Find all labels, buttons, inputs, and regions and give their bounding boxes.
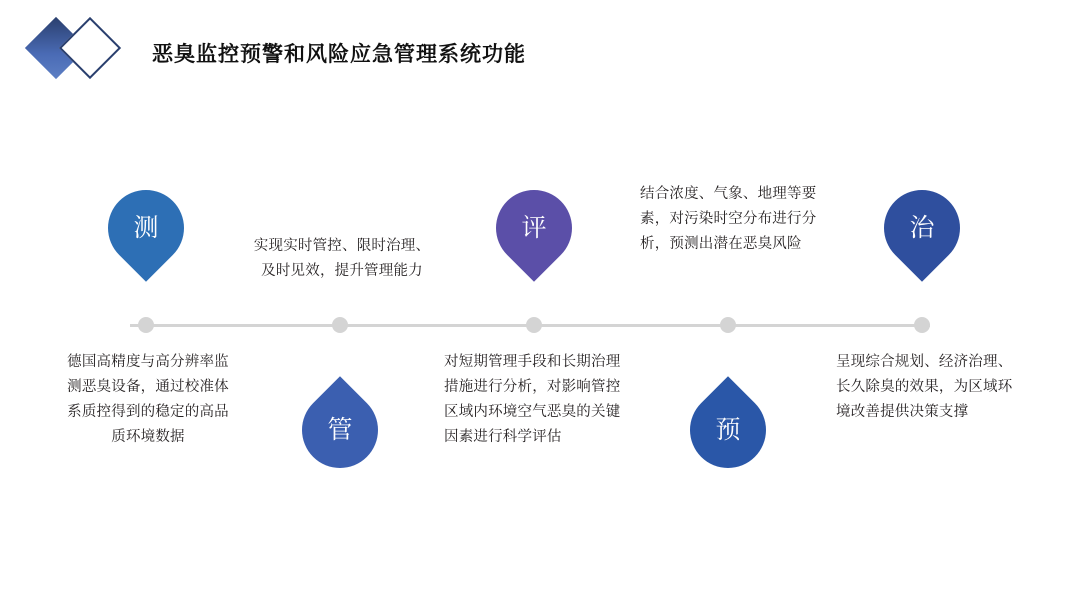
timeline-node-5-description: 呈现综合规划、经济治理、长久除臭的效果，为区域环境改善提供决策支撑 xyxy=(836,354,1013,420)
timeline-dot-3 xyxy=(526,317,542,333)
timeline-node-1-label: 测 xyxy=(133,214,159,242)
double-diamond-logo-icon xyxy=(30,18,130,80)
timeline-node-2-label: 管 xyxy=(327,416,353,444)
slide-header xyxy=(0,0,1080,100)
page-title: 恶臭监控预警和风险应急管理系统功能 xyxy=(152,43,526,66)
timeline-node-5-label: 治 xyxy=(909,214,935,242)
timeline-dot-4 xyxy=(720,317,736,333)
timeline-node-4-description: 结合浓度、气象、地理等要素，对污染时空分布进行分析，预测出潜在恶臭风险 xyxy=(640,186,817,252)
timeline-node-5-pin[interactable] xyxy=(884,190,960,290)
timeline-node-1-description: 德国高精度与高分辨率监测恶臭设备，通过校准体系质控得到的稳定的高品质环境数据 xyxy=(67,354,229,445)
timeline-node-1-pin[interactable] xyxy=(108,190,184,290)
timeline-node-4-label: 预 xyxy=(715,416,741,444)
timeline-node-3-label: 评 xyxy=(521,214,547,242)
timeline-node-3-description: 对短期管理手段和长期治理措施进行分析，对影响管控区域内环境空气恶臭的关键因素进行科学评估 xyxy=(444,354,621,445)
logo-diamond-outline xyxy=(59,17,121,79)
timeline-node-2-pin[interactable] xyxy=(302,368,378,468)
timeline-dot-5 xyxy=(914,317,930,333)
timeline-node-4-pin[interactable] xyxy=(690,368,766,468)
timeline-node-2-description: 实现实时管控、限时治理、及时见效，提升管理能力 xyxy=(253,238,431,279)
timeline-node-3-pin[interactable] xyxy=(496,190,572,290)
timeline-dot-2 xyxy=(332,317,348,333)
timeline-dot-1 xyxy=(138,317,154,333)
